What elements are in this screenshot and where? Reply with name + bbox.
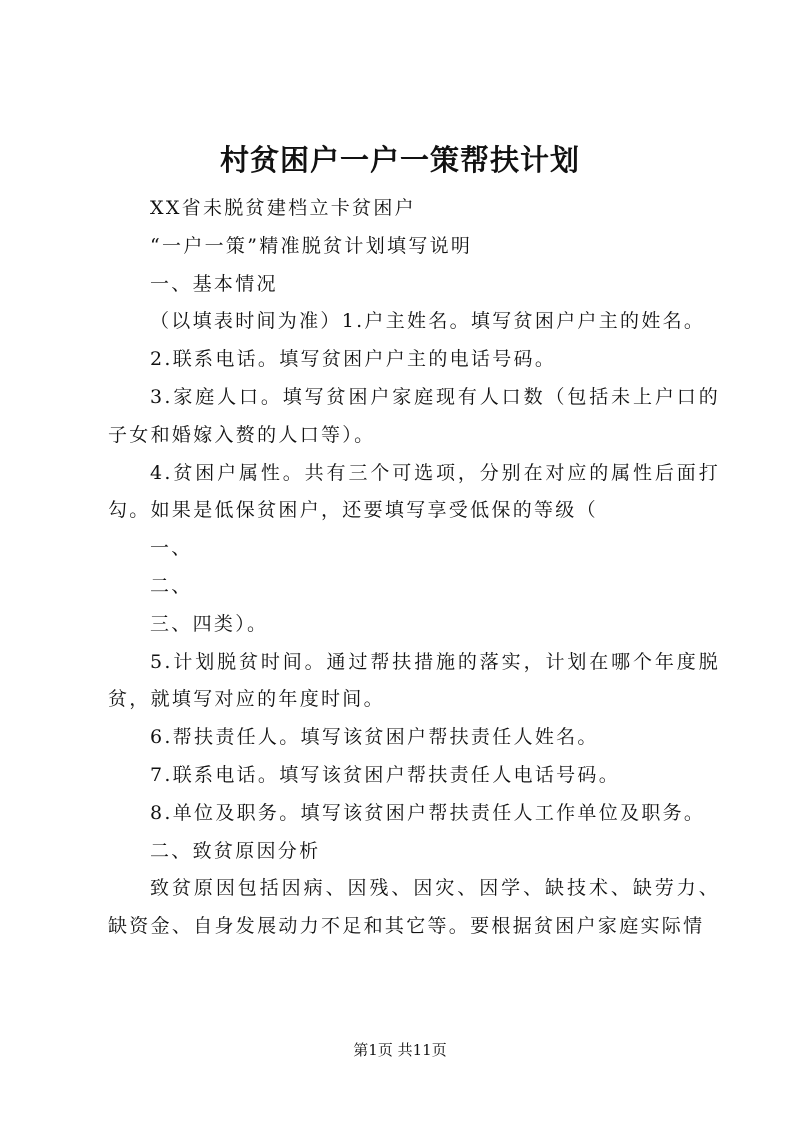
section-heading-poverty-causes: 二、致贫原因分析 [150, 839, 321, 862]
paragraph-household-attribute: 4.贫困户属性。共有三个可选项，分别在对应的属性后面打勾。如果是低保贫困户，还要填写享受低保的等级（ [108, 461, 720, 522]
paragraph-householder-name: （以填表时间为准）1.户主姓名。填写贫困户户主的姓名。 [150, 310, 706, 333]
paragraph-2: “一户一策”精准脱贫计划填写说明 [150, 234, 473, 257]
document-body [108, 190, 720, 946]
paragraph-family-population: 3.家庭人口。填写贫困户家庭现有人口数（包括未上户口的子女和婚嫁入赘的人口等）。 [108, 385, 720, 446]
paragraph-planned-time: 5.计划脱贫时间。通过帮扶措施的落实，计划在哪个年度脱贫，就填写对应的年度时间。 [108, 650, 720, 711]
paragraph-1: XX省未脱贫建档立卡贫困户 [150, 197, 416, 219]
paragraph-unit-position: 8.单位及职务。填写该贫困户帮扶责任人工作单位及职务。 [150, 801, 706, 824]
document-title: 村贫困户一户一策帮扶计划 [219, 143, 580, 177]
paragraph-level-two: 二、 [150, 574, 193, 597]
paragraph-level-one: 一、 [150, 537, 193, 560]
paragraph-contact-phone: 2.联系电话。填写贫困户户主的电话号码。 [150, 348, 557, 371]
section-heading-basic-info: 一、基本情况 [150, 272, 278, 295]
paragraph-poverty-causes: 致贫原因包括因病、因残、因灾、因学、缺技术、缺劳力、缺资金、自身发展动力不足和其它等。要根据贫困户家庭实际情 [108, 877, 720, 938]
paragraph-level-three-four: 三、四类）。 [150, 612, 269, 635]
paragraph-responsible-person: 6.帮扶责任人。填写该贫困户帮扶责任人姓名。 [150, 726, 599, 749]
page-number: 第1页 共11页 [353, 1041, 447, 1059]
paragraph-responsible-phone: 7.联系电话。填写该贫困户帮扶责任人电话号码。 [150, 763, 621, 786]
